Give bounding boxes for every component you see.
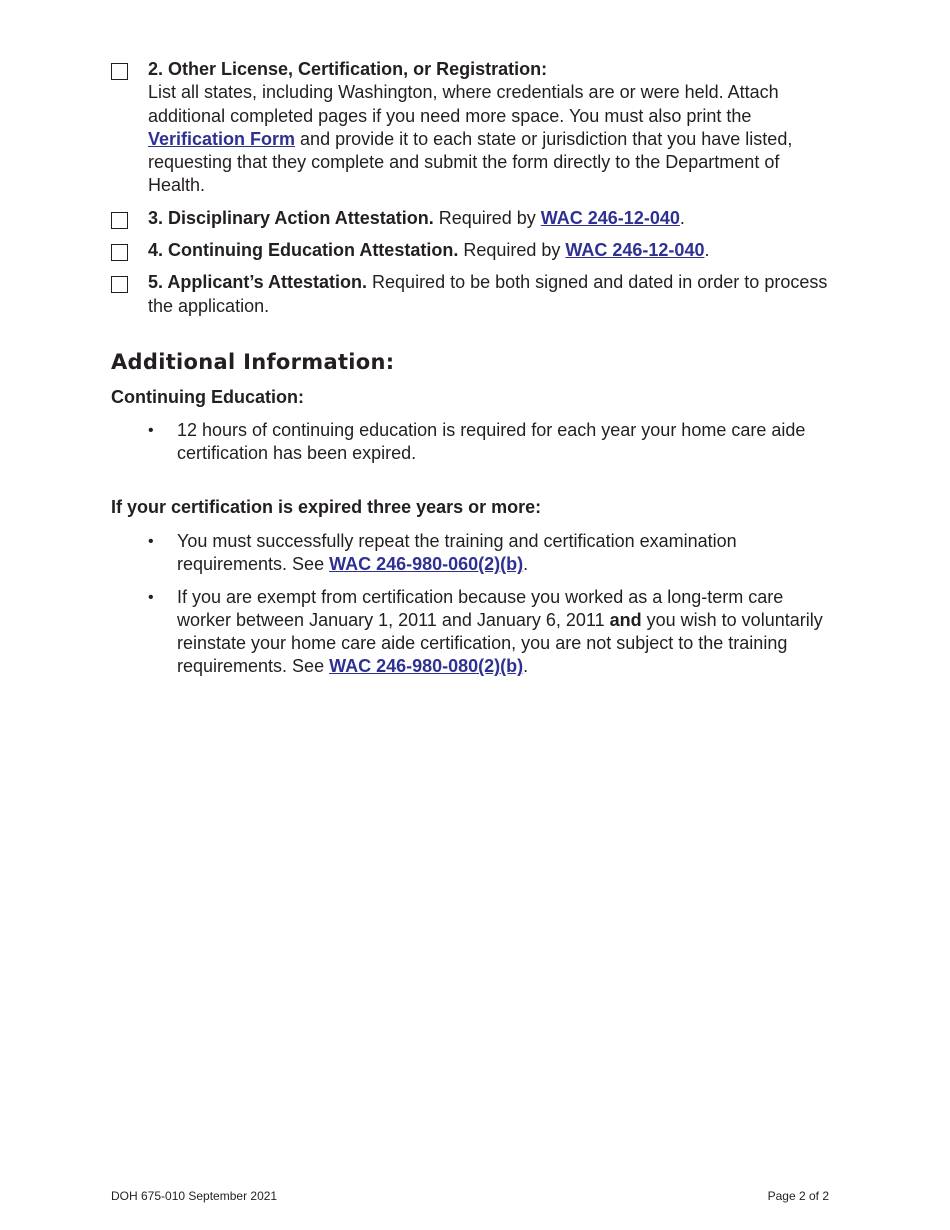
- checkbox-other-license[interactable]: [111, 63, 128, 80]
- checklist-item-title: 3. Disciplinary Action Attestation.: [148, 207, 434, 228]
- checklist-item-body: Required by: [433, 207, 541, 228]
- page-number: Page 2 of 2: [767, 1189, 829, 1203]
- list-item-text-end: .: [523, 656, 529, 677]
- checklist-item-body-end: .: [679, 207, 685, 228]
- checklist-item-body: List all states, including Washington, where credentials are or were held. Attach additional completed pages if you need more space. You must also print the: [148, 82, 779, 126]
- expired-three-years-heading: If your certification is expired three years or more:: [111, 497, 542, 517]
- checklist-item-body-end: and provide it to each state or jurisdiction that you have listed, requesting that they complete and submit the form directly to the Department of Health.: [148, 128, 793, 196]
- checklist-item-disciplinary: [111, 207, 841, 230]
- checkbox-applicant-attestation[interactable]: [111, 276, 128, 293]
- bullet-icon: •: [148, 422, 154, 439]
- emphasis-and: and: [609, 609, 642, 630]
- checklist-item-other-license: [111, 58, 841, 198]
- checklist-item-text: [148, 207, 685, 230]
- checkbox-continuing-education[interactable]: [111, 244, 128, 261]
- list-item-text: If you are exempt from certification because you worked as a long-term care worker between January 1, 2011 and January 6, 2011: [177, 586, 784, 630]
- form-id-footer: DOH 675-010 September 2021: [111, 1189, 278, 1203]
- list-item: [111, 419, 841, 466]
- checklist-item-title: 4. Continuing Education Attestation.: [148, 240, 459, 261]
- bullet-icon: •: [148, 533, 154, 550]
- continuing-education-list: [111, 419, 841, 475]
- bullet-icon: •: [148, 588, 154, 606]
- checklist-item-text: [148, 58, 841, 198]
- list-item-text-middle: you wish to voluntarily reinstate your home care aide certification, you are not subject to the training requirements. See: [177, 609, 823, 677]
- list-item: [111, 586, 841, 679]
- checklist-item-applicant-attestation: [111, 271, 841, 318]
- wac-246-980-080-link[interactable]: WAC 246-980-080(2)(b): [329, 656, 524, 677]
- wac-246-12-040-link[interactable]: WAC 246-12-040: [540, 207, 680, 228]
- checklist-item-body: Required to be both signed and dated in order to process the application.: [148, 272, 828, 316]
- checklist-item-body: Required by: [458, 240, 566, 261]
- checklist-item-title: 5. Applicant’s Attestation.: [148, 272, 368, 293]
- verification-form-link[interactable]: Verification Form: [148, 128, 296, 149]
- checkbox-disciplinary[interactable]: [111, 212, 128, 229]
- list-item-text: 12 hours of continuing education is required for each year your home care aide certification has been expired.: [177, 420, 806, 464]
- checklist-item-continuing-education: [111, 239, 841, 262]
- checklist-item-body-end: .: [704, 240, 710, 261]
- continuing-education-heading: Continuing Education:: [111, 387, 304, 407]
- attachment-checklist: [111, 58, 841, 327]
- checklist-item-text: [148, 239, 709, 262]
- expired-requirements-list: [111, 530, 841, 688]
- wac-246-980-060-link[interactable]: WAC 246-980-060(2)(b): [329, 554, 524, 575]
- checklist-item-text: [148, 271, 841, 318]
- wac-246-12-040-link[interactable]: WAC 246-12-040: [565, 240, 705, 261]
- list-item-text-end: .: [523, 554, 529, 575]
- list-item: [111, 530, 841, 577]
- checklist-item-title: 2. Other License, Certification, or Registration:: [148, 59, 548, 79]
- additional-information-heading: Additional Information:: [111, 350, 395, 374]
- list-item-text: You must successfully repeat the training and certification examination requirements. See: [177, 531, 737, 575]
